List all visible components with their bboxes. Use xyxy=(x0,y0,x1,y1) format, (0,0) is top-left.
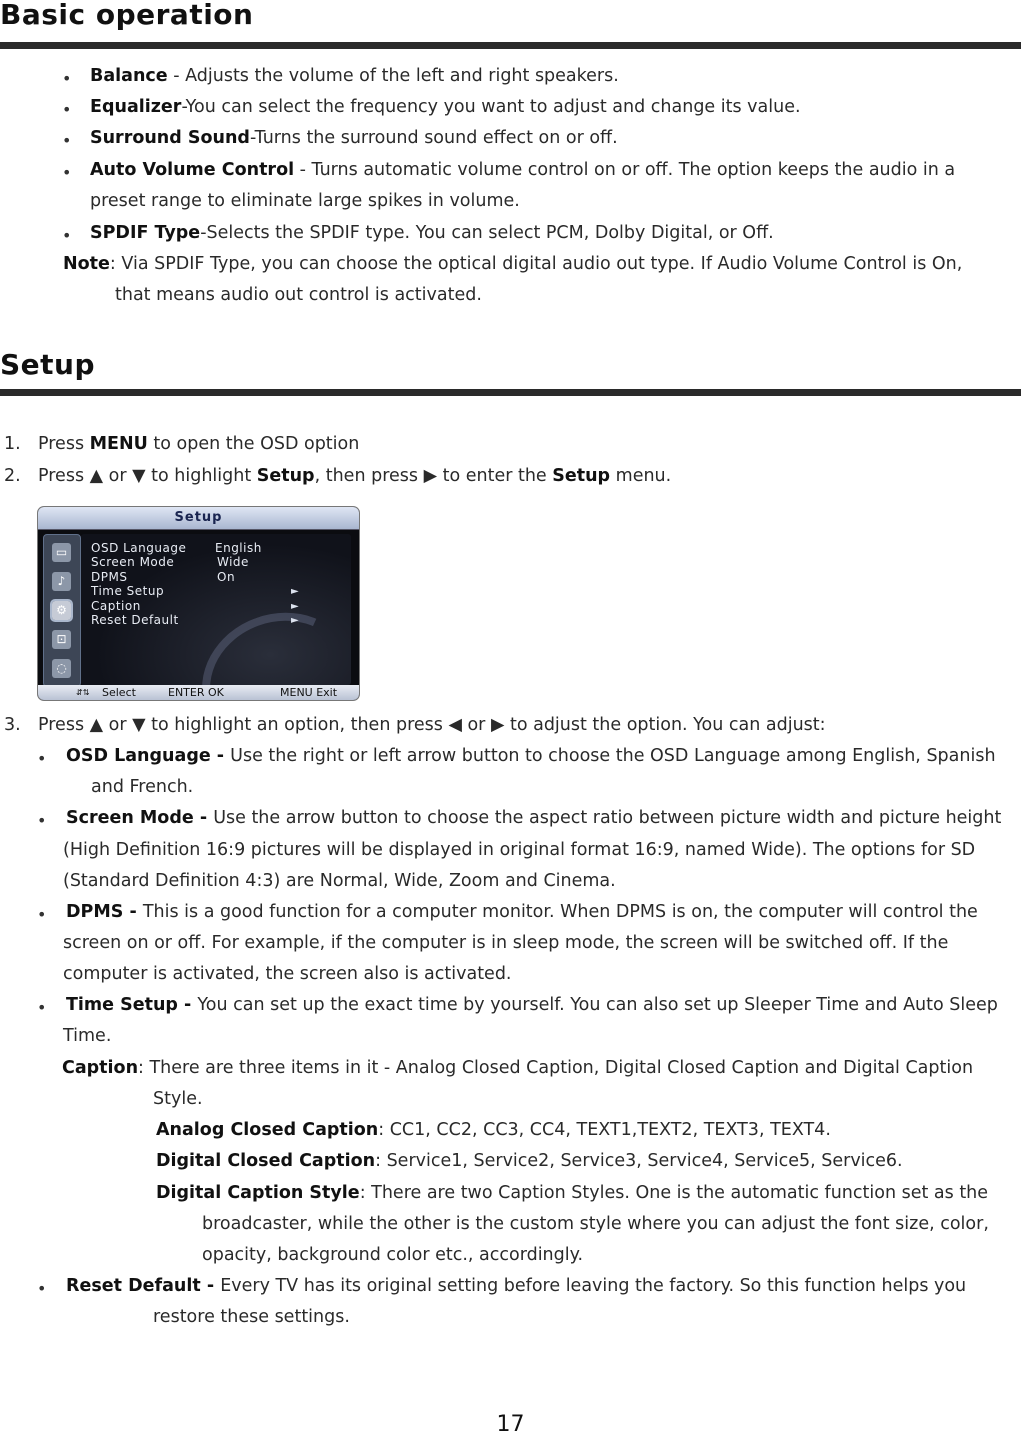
osd-row-label: Reset Default xyxy=(91,613,179,627)
osd-row-label: Time Setup xyxy=(91,584,165,598)
equalizer-item xyxy=(90,97,801,117)
right-arrow-icon: ► xyxy=(291,601,299,612)
term: Caption xyxy=(62,1058,139,1078)
bullet: • xyxy=(37,998,47,1017)
bullet: • xyxy=(37,811,47,830)
term: Equalizer xyxy=(90,97,182,117)
screen-mode-cont: (Standard Definition 4:3) are Normal, Wide, Zoom and Cinema. xyxy=(63,871,616,891)
term: DPMS - xyxy=(66,902,143,922)
right-arrow-icon: ► xyxy=(291,586,299,597)
note-cont: that means audio out control is activated. xyxy=(115,285,482,305)
step-1 xyxy=(38,434,359,454)
text: Every TV has its original setting before leaving the factory. So this function helps you xyxy=(220,1276,967,1296)
dpms-cont: screen on or off. For example, if the computer is in sleep mode, the screen will be switched off. If the xyxy=(63,933,949,953)
bold: Setup xyxy=(552,466,611,486)
balance-item xyxy=(90,66,619,86)
term: Analog Closed Caption xyxy=(156,1120,379,1140)
caption-cont: Style. xyxy=(153,1089,203,1109)
surround-sound-item xyxy=(90,128,618,148)
desc: -Turns the surround sound effect on or off. xyxy=(249,128,618,148)
osd-row-value: English xyxy=(215,541,262,555)
note-term: Note xyxy=(63,254,110,274)
bold: MENU xyxy=(89,434,148,454)
desc: - Turns automatic volume control on or off. The option keeps the audio in a xyxy=(294,160,956,180)
osd-row-label: Caption xyxy=(91,599,141,613)
digital-style-item xyxy=(156,1183,988,1203)
decorative-swirl xyxy=(182,591,359,700)
note xyxy=(63,254,962,274)
spdif-item xyxy=(90,223,774,243)
step-2 xyxy=(38,466,671,486)
text: Use the arrow button to choose the aspect ratio between picture width and picture height xyxy=(213,808,1002,828)
audio-icon: ♪ xyxy=(52,572,71,591)
text: Press xyxy=(38,434,90,454)
text: menu. xyxy=(610,466,672,486)
step-3: Press ▲ or ▼ to highlight an option, then press ◀ or ▶ to adjust the option. You can adjust: xyxy=(38,715,826,735)
text: You can set up the exact time by yourself. You can also set up Sleeper Time and Auto Sleep xyxy=(197,995,998,1015)
footer-select: Select xyxy=(102,686,136,699)
screen-mode-cont: (High Definition 16:9 pictures will be displayed in original format 16:9, named Wide). The options for SD xyxy=(63,840,976,860)
step-number: 1. xyxy=(4,434,21,454)
desc: -Selects the SPDIF type. You can select PCM, Dolby Digital, or Off. xyxy=(200,223,774,243)
bullet: • xyxy=(62,69,72,88)
section-title-basic-operation: Basic operation xyxy=(0,0,254,31)
footer-menu: MENU Exit xyxy=(280,686,338,699)
digital-cc-item xyxy=(156,1151,903,1171)
digital-style-cont: opacity, background color etc., accordingly. xyxy=(202,1245,584,1265)
term: Reset Default - xyxy=(66,1276,221,1296)
text: , then press ▶ to enter the xyxy=(314,466,553,486)
osd-row-label: OSD Language xyxy=(91,541,187,555)
step-number: 3. xyxy=(4,715,21,735)
section-rule xyxy=(0,42,1021,49)
setup-icon: ⚙ xyxy=(52,601,71,620)
desc: - Adjusts the volume of the left and right speakers. xyxy=(167,66,619,86)
lock-icon: ⊡ xyxy=(52,630,71,649)
footer-enter: ENTER OK xyxy=(168,686,224,699)
bullet: • xyxy=(37,905,47,924)
bullet: • xyxy=(62,163,72,182)
auto-volume-item xyxy=(90,160,955,180)
osd-footer xyxy=(38,685,359,700)
caption-item xyxy=(62,1058,973,1078)
text: Use the right or left arrow button to choose the OSD Language among English, Spanish xyxy=(230,746,996,766)
step-number: 2. xyxy=(4,466,21,486)
osd-row-label: Screen Mode xyxy=(91,555,175,569)
bullet: • xyxy=(62,100,72,119)
osd-language-item xyxy=(66,746,996,766)
time-setup-item xyxy=(66,995,998,1015)
term: Auto Volume Control xyxy=(90,160,295,180)
auto-volume-cont: preset range to eliminate large spikes in volume. xyxy=(90,191,520,211)
dpms-cont: computer is activated, the screen also is activated. xyxy=(63,964,512,984)
tv-icon: ▭ xyxy=(52,543,71,562)
bullet: • xyxy=(62,226,72,245)
osd-body xyxy=(81,534,351,685)
term: SPDIF Type xyxy=(90,223,201,243)
text: : Service1, Service2, Service3, Service4, Service5, Service6. xyxy=(375,1151,903,1171)
up-down-arrows-icon: ⇵⇅ xyxy=(76,688,90,697)
term: Screen Mode - xyxy=(66,808,214,828)
osd-setup-menu xyxy=(38,507,359,700)
channel-icon: ◌ xyxy=(52,659,71,678)
text: This is a good function for a computer monitor. When DPMS is on, the computer will control the xyxy=(142,902,978,922)
text: Press ▲ or ▼ to highlight xyxy=(38,466,257,486)
text: : There are two Caption Styles. One is the automatic function set as the xyxy=(359,1183,989,1203)
osd-row-label: DPMS xyxy=(91,570,128,584)
term: Digital Caption Style xyxy=(156,1183,360,1203)
time-setup-cont: Time. xyxy=(63,1026,112,1046)
term: OSD Language - xyxy=(66,746,231,766)
reset-default-cont: restore these settings. xyxy=(153,1307,350,1327)
screen-mode-item xyxy=(66,808,1001,828)
text: : There are three items in it - Analog Closed Caption, Digital Closed Caption and Digital Caption xyxy=(138,1058,974,1078)
term: Balance xyxy=(90,66,168,86)
osd-row-value: On xyxy=(217,570,236,584)
term: Surround Sound xyxy=(90,128,250,148)
section-title-setup: Setup xyxy=(0,348,96,381)
reset-default-item xyxy=(66,1276,966,1296)
section-rule xyxy=(0,389,1021,396)
bullet: • xyxy=(62,131,72,150)
bold: Setup xyxy=(256,466,315,486)
bullet: • xyxy=(37,749,47,768)
digital-style-cont: broadcaster, while the other is the custom style where you can adjust the font size, color, xyxy=(202,1214,989,1234)
term: Digital Closed Caption xyxy=(156,1151,376,1171)
osd-icon-bar xyxy=(43,534,81,687)
text: : CC1, CC2, CC3, CC4, TEXT1,TEXT2, TEXT3, TEXT4. xyxy=(378,1120,831,1140)
term: Time Setup - xyxy=(66,995,198,1015)
osd-title: Setup xyxy=(38,507,359,530)
analog-cc-item xyxy=(156,1120,831,1140)
osd-language-cont: and French. xyxy=(91,777,194,797)
text: to open the OSD option xyxy=(147,434,360,454)
page-number: 17 xyxy=(496,1412,525,1437)
dpms-item xyxy=(66,902,978,922)
osd-row-value: Wide xyxy=(217,555,249,569)
bullet: • xyxy=(37,1279,47,1298)
note-text: : Via SPDIF Type, you can choose the optical digital audio out type. If Audio Volume Control is On, xyxy=(109,254,963,274)
right-arrow-icon: ► xyxy=(291,615,299,626)
desc: -You can select the frequency you want to adjust and change its value. xyxy=(181,97,801,117)
